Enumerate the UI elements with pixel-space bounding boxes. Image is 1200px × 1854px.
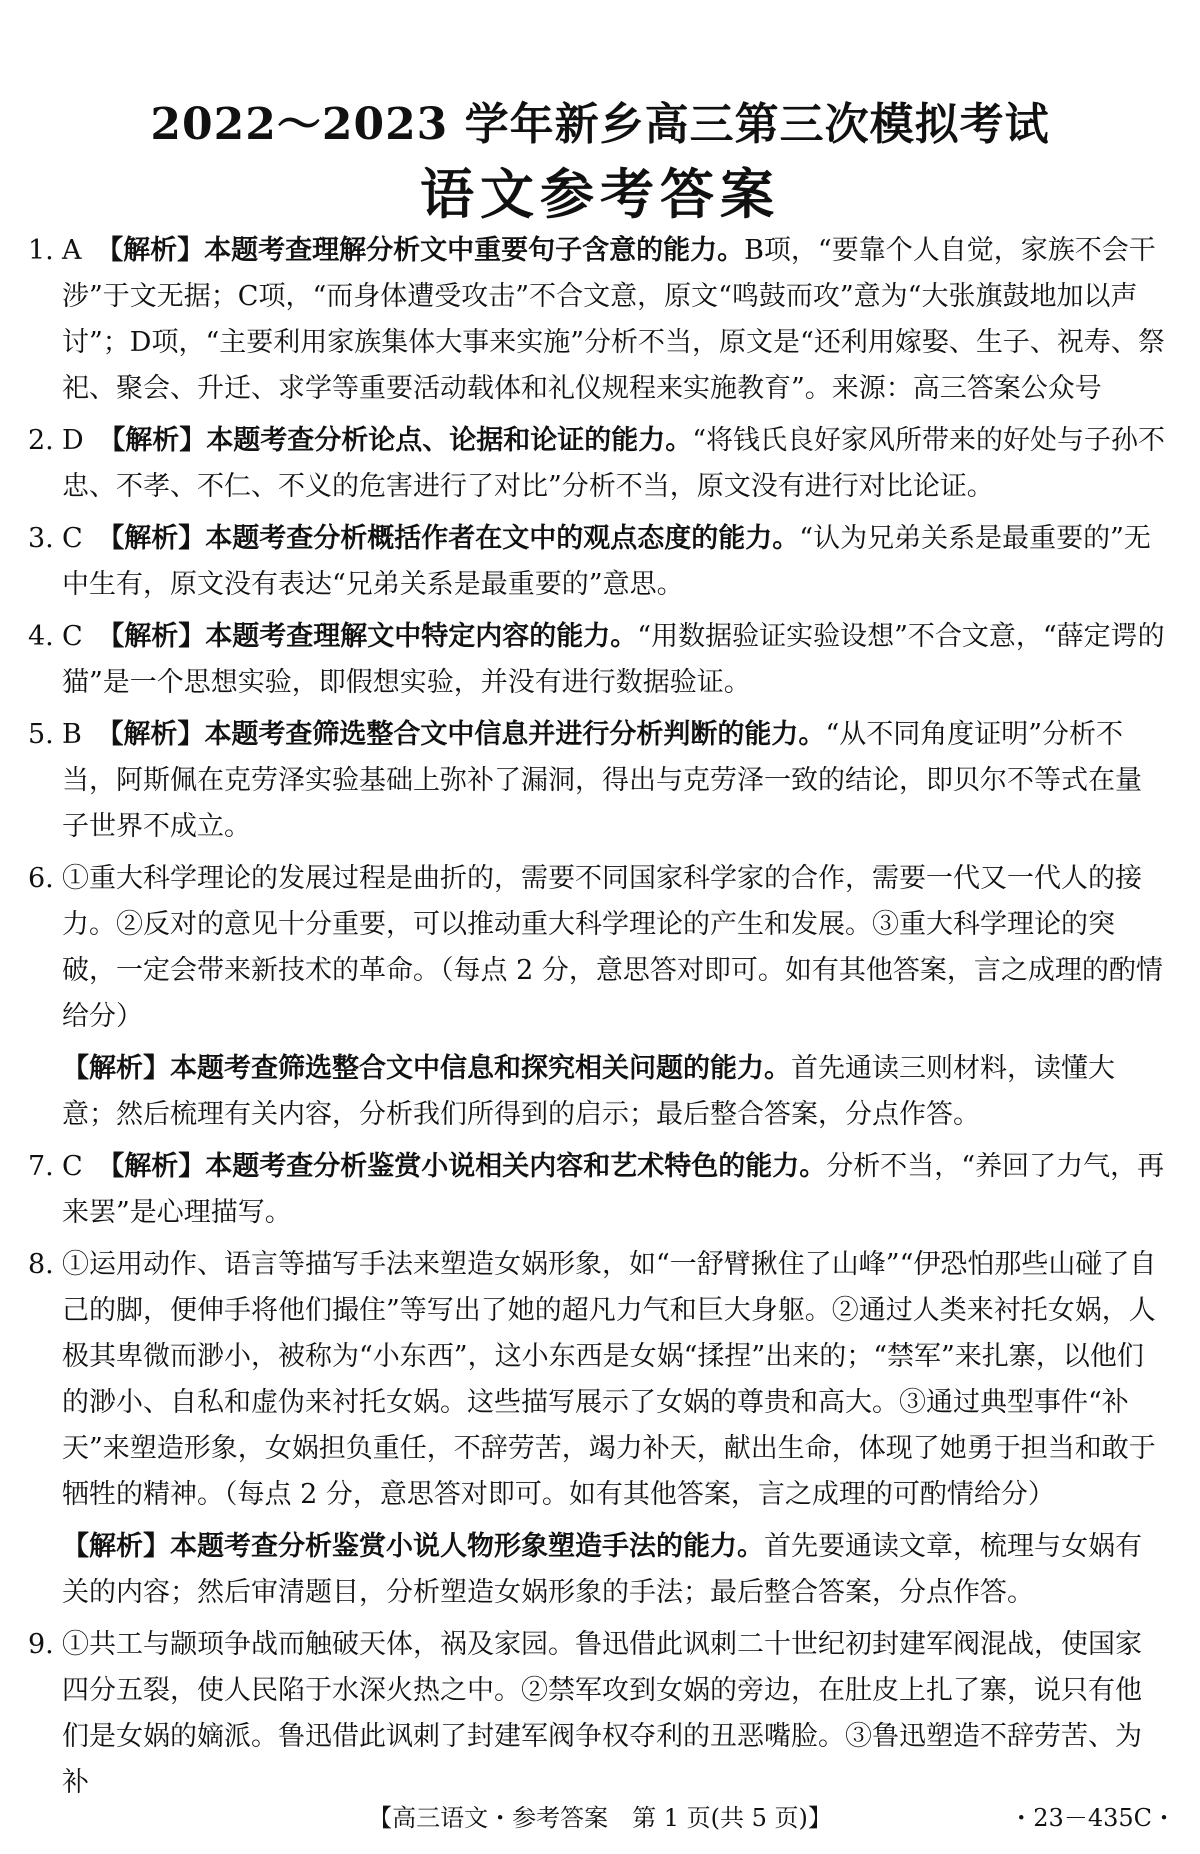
answer-item-8 — [28, 1242, 1168, 1518]
item-number: 9. — [28, 1629, 54, 1660]
analysis-tag: 【解析】 — [62, 1053, 170, 1084]
item-answer: C — [62, 523, 83, 554]
answer-item-1 — [28, 228, 1168, 412]
item-number: 3. — [28, 523, 54, 554]
explanation-6 — [28, 1046, 1168, 1138]
item-number: 7. — [28, 1151, 54, 1182]
document-title: 2022～2023 学年新乡高三第三次模拟考试 — [150, 99, 1050, 150]
item-answer: A — [62, 235, 82, 266]
item-number: 2. — [28, 425, 54, 456]
analysis-tag: 【解析】 — [96, 235, 205, 266]
analysis-tag: 【解析】 — [98, 425, 207, 456]
analysis-text: “用数据验证实验设想”不合文意，“薛定谔的猫”是一个思想实验，即假想实验，并没有进行数据验证。 — [62, 621, 1165, 698]
answer-item-4 — [28, 614, 1168, 706]
analysis-text: 首先要通读文章，梳理与女娲有关的内容；然后审清题目，分析塑造女娲形象的手法；最后整合答案，分点作答。 — [62, 1531, 1142, 1608]
item-answer: B — [62, 719, 82, 750]
item-number: 4. — [28, 621, 54, 652]
item-answer: D — [62, 425, 84, 456]
analysis-text: “认为兄弟关系是最重要的”无中生有，原文没有表达“兄弟关系是最重要的”意思。 — [62, 523, 1151, 600]
analysis-text: B项，“要靠个人自觉，家族不会干涉”于文无据；C项，“而身体遭受攻击”不合文意，原文“鸣鼓而攻”意为“大张旗鼓地加以声讨”；D项，“主要利用家族集体大事来实施”分析不当，原文是“还利用嫁娶、生子、祝寿、祭祀、聚会、升迁、求学等重要活动载体和礼仪规程来实施教育”。来源：高三答案公众号 — [62, 235, 1165, 404]
answer-item-2 — [28, 418, 1168, 510]
analysis-text: “将钱氏良好家风所带来的好处与子孙不忠、不孝、不仁、不义的危害进行了对比”分析不当，原文没有进行对比论证。 — [62, 425, 1166, 502]
answer-text: ①运用动作、语言等描写手法来塑造女娲形象，如“一舒臂揪住了山峰”“伊恐怕那些山碰了自己的脚，便伸手将他们撮住”等写出了她的超凡力气和巨大身躯。②通过人类来衬托女娲，人极其卑微而渺小，被称为“小东西”，这小东西是女娲“揉捏”出来的；“禁军”来扎寨，以他们的渺小、自私和虚伪来衬托女娲。这些描写展示了女娲的尊贵和高大。③通过典型事件“补天”来塑造形象，女娲担负重任，不辞劳苦，竭力补天，献出生命，体现了她勇于担当和敢于牺牲的精神。（每点 2 分，意思答对即可。如有其他答案，言之成理的可酌情给分） — [62, 1249, 1157, 1510]
analysis-lead: 本题考查筛选整合文中信息并进行分析判断的能力。 — [204, 719, 826, 750]
analysis-tag: 【解析】 — [97, 523, 206, 554]
analysis-text: 首先通读三则材料，读懂大意；然后梳理有关内容，分析我们所得到的启示；最后整合答案，分点作答。 — [62, 1053, 1115, 1130]
analysis-tag: 【解析】 — [97, 621, 206, 652]
item-answer: C — [62, 1151, 83, 1182]
page-footer — [0, 1798, 1200, 1838]
analysis-text: “从不同角度证明”分析不当，阿斯佩在克劳泽实验基础上弥补了漏洞，得出与克劳泽一致的结论，即贝尔不等式在量子世界不成立。 — [62, 719, 1142, 842]
answer-list — [28, 228, 1168, 1812]
analysis-lead: 本题考查分析鉴赏小说人物形象塑造手法的能力。 — [170, 1531, 764, 1562]
analysis-lead: 本题考查理解分析文中重要句子含意的能力。 — [204, 235, 745, 266]
item-answer: C — [62, 621, 83, 652]
analysis-tag: 【解析】 — [97, 1151, 206, 1182]
analysis-lead: 本题考查分析鉴赏小说相关内容和艺术特色的能力。 — [205, 1151, 827, 1182]
answer-text: ①重大科学理论的发展过程是曲折的，需要不同国家科学家的合作，需要一代又一代人的接力。②反对的意见十分重要，可以推动重大科学理论的产生和发展。③重大科学理论的突破，一定会带来新技术的革命。（每点 2 分，意思答对即可。如有其他答案，言之成理的酌情给分） — [62, 863, 1163, 1032]
footer-code: ・23－435C・ — [1009, 1804, 1176, 1832]
analysis-text: 分析不当，“养回了力气，再来罢”是心理描写。 — [62, 1151, 1165, 1228]
analysis-tag: 【解析】 — [62, 1531, 170, 1562]
answer-item-3 — [28, 516, 1168, 608]
footer-page-info: 【高三语文・参考答案 第 1 页(共 5 页)】 — [368, 1804, 832, 1832]
analysis-lead: 本题考查分析概括作者在文中的观点态度的能力。 — [205, 523, 800, 554]
answer-item-7 — [28, 1144, 1168, 1236]
answer-item-5 — [28, 712, 1168, 850]
analysis-lead: 本题考查分析论点、论据和论证的能力。 — [206, 425, 693, 456]
answer-item-6 — [28, 856, 1168, 1040]
item-number: 8. — [28, 1249, 54, 1280]
item-number: 6. — [28, 863, 54, 894]
explanation-8 — [28, 1524, 1168, 1616]
analysis-lead: 本题考查筛选整合文中信息和探究相关问题的能力。 — [170, 1053, 791, 1084]
answer-item-9 — [28, 1622, 1168, 1806]
analysis-tag: 【解析】 — [96, 719, 205, 750]
document-subtitle: 语文参考答案 — [420, 162, 780, 226]
answer-text: ①共工与颛顼争战而触破天体，祸及家园。鲁迅借此讽刺二十世纪初封建军阀混战，使国家四分五裂，使人民陷于水深火热之中。②禁军攻到女娲的旁边，在肚皮上扎了寨，说只有他们是女娲的嫡派。鲁迅借此讽刺了封建军阀争权夺利的丑恶嘴脸。③鲁迅塑造不辞劳苦、为补 — [62, 1629, 1142, 1798]
item-number: 5. — [28, 719, 54, 750]
item-number: 1. — [28, 235, 54, 266]
analysis-lead: 本题考查理解文中特定内容的能力。 — [205, 621, 638, 652]
